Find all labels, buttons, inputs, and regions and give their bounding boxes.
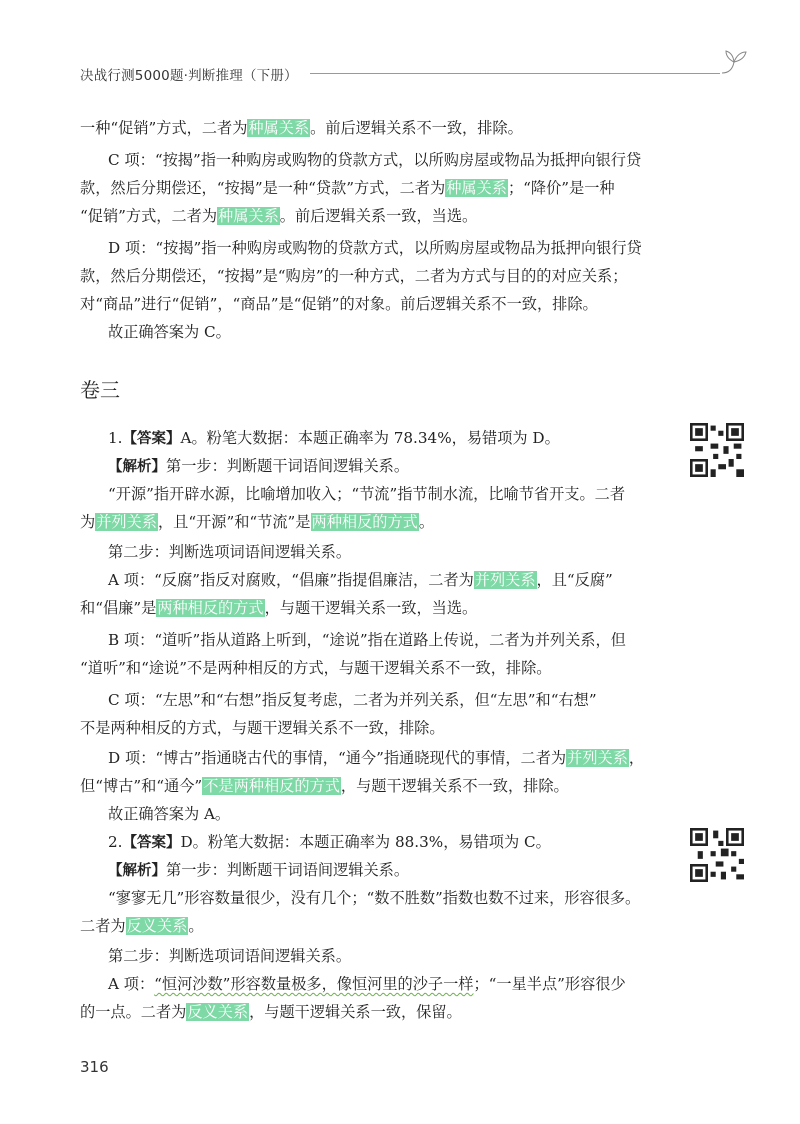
header-title: 决战行测5000题·判断推理（下册） bbox=[80, 68, 298, 84]
highlight: 两种相反的方式 bbox=[311, 513, 418, 531]
paragraph-line: 和“倡廉”是两种相反的方式，与题干逻辑关系一致，当选。 bbox=[80, 599, 478, 617]
highlight: 反义关系 bbox=[126, 917, 188, 935]
highlight: 并列关系 bbox=[474, 571, 536, 589]
paragraph-line: 款，然后分期偿还，“按揭”是“购房”的一种方式，二者为方式与目的的对应关系； bbox=[80, 267, 628, 285]
paragraph-line: 第二步：判断选项词语间逻辑关系。 bbox=[108, 543, 351, 561]
highlight: 种属关系 bbox=[218, 207, 279, 225]
q1-analysis-line: 【解析】第一步：判断题干词语间逻辑关系。 bbox=[108, 457, 409, 475]
option-c-line: C 项：“按揭”指一种购房或购物的贷款方式，以所购房屋或物品为抵押向银行贷 bbox=[108, 151, 642, 169]
header-rule bbox=[310, 73, 720, 74]
sprout-icon bbox=[718, 48, 748, 76]
answer-line: 故正确答案为 A。 bbox=[108, 805, 231, 823]
paragraph-line: 款，然后分期偿还，“按揭”是一种“贷款”方式，二者为种属关系；“降价”是一种 bbox=[80, 179, 615, 197]
option-a-line: A 项：“恒河沙数”形容数量极多，像恒河里的沙子一样；“一星半点”形容很少 bbox=[108, 975, 626, 993]
highlight: 种属关系 bbox=[446, 179, 507, 197]
highlight: 不是两种相反的方式 bbox=[203, 777, 340, 795]
q1-answer-line: 1.【答案】A。粉笔大数据：本题正确率为 78.34%，易错项为 D。 bbox=[108, 429, 560, 447]
paragraph-line: 不是两种相反的方式，与题干逻辑关系不一致，排除。 bbox=[80, 719, 445, 737]
option-a-line: A 项：“反腐”指反对腐败，“倡廉”指提倡廉洁，二者为并列关系，且“反腐” bbox=[108, 571, 613, 589]
highlight: 两种相反的方式 bbox=[157, 599, 264, 617]
paragraph-line: 但“博古”和“通今”不是两种相反的方式，与题干逻辑关系不一致，排除。 bbox=[80, 777, 569, 795]
highlight: 反义关系 bbox=[187, 1003, 249, 1021]
wavy-underline: “恒河沙数”形容数量极多，像恒河里的沙子一样 bbox=[154, 975, 474, 993]
paragraph-line: 二者为反义关系。 bbox=[80, 917, 204, 935]
answer-line: 故正确答案为 C。 bbox=[108, 323, 231, 341]
q2-answer-line: 2.【答案】D。粉笔大数据：本题正确率为 88.3%，易错项为 C。 bbox=[108, 833, 551, 851]
running-header bbox=[80, 62, 740, 86]
paragraph-line: “寥寥无几”形容数量很少，没有几个；“数不胜数”指数也数不过来，形容很多。 bbox=[108, 889, 641, 907]
highlight: 并列关系 bbox=[96, 513, 157, 531]
paragraph-line: 为并列关系，且“开源”和“节流”是两种相反的方式。 bbox=[80, 513, 434, 531]
paragraph-line: 的一点。二者为反义关系，与题干逻辑关系一致，保留。 bbox=[80, 1003, 462, 1021]
option-d-line: D 项：“博古”指通晓古代的事情，“通今”指通晓现代的事情，二者为并列关系， bbox=[108, 749, 645, 767]
option-c-line: C 项：“左思”和“右想”指反复考虑，二者为并列关系，但“左思”和“右想” bbox=[108, 691, 597, 709]
highlight: 种属关系 bbox=[248, 119, 310, 137]
section-title: 卷三 bbox=[80, 378, 120, 402]
paragraph-line: 对“商品”进行“促销”，“商品”是“促销”的对象。前后逻辑关系不一致，排除。 bbox=[80, 295, 598, 313]
option-b-line: B 项：“道听”指从道路上听到，“途说”指在道路上传说，二者为并列关系，但 bbox=[108, 631, 626, 649]
paragraph-line: “开源”指开辟水源，比喻增加收入；“节流”指节制水流，比喻节省开支。二者 bbox=[108, 485, 626, 503]
page-number: 316 bbox=[80, 1058, 109, 1076]
option-d-line: D 项：“按揭”指一种购房或购物的贷款方式，以所购房屋或物品为抵押向银行贷 bbox=[108, 239, 642, 257]
paragraph-line: 第二步：判断选项词语间逻辑关系。 bbox=[108, 947, 351, 965]
paragraph-line: 一种“促销”方式，二者为种属关系。前后逻辑关系不一致，排除。 bbox=[80, 119, 523, 137]
highlight: 并列关系 bbox=[567, 749, 628, 767]
q2-analysis-line: 【解析】第一步：判断题干词语间逻辑关系。 bbox=[108, 861, 409, 879]
paragraph-line: “促销”方式，二者为种属关系。前后逻辑关系一致，当选。 bbox=[80, 207, 478, 225]
paragraph-line: “道听”和“途说”不是两种相反的方式，与题干逻辑关系不一致，排除。 bbox=[80, 659, 552, 677]
